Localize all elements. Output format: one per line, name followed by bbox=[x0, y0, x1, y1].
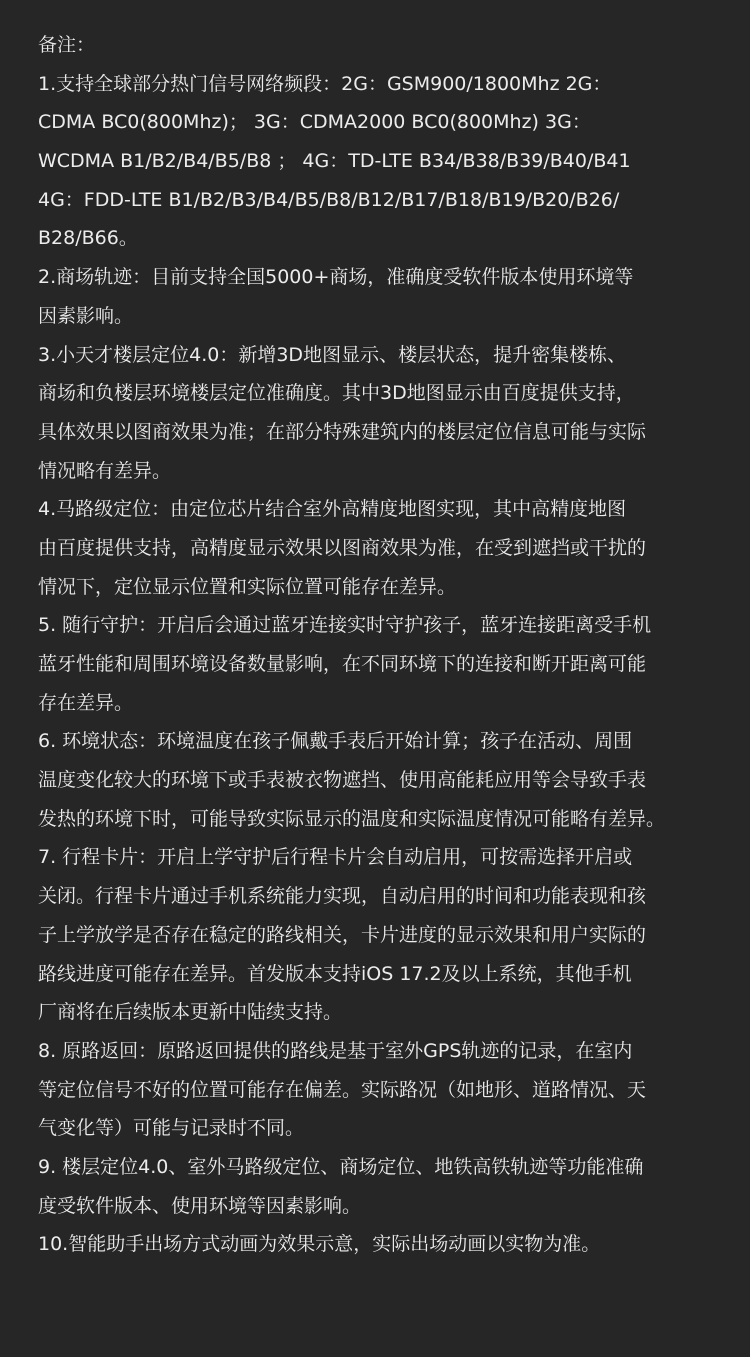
note-line: 4.马路级定位：由定位芯片结合室外高精度地图实现，其中高精度地图 bbox=[38, 498, 627, 521]
note-line: 存在差异。 bbox=[38, 691, 134, 714]
note-line bbox=[38, 1303, 750, 1342]
note-line: B28/B66。 bbox=[38, 227, 138, 250]
note-line: 关闭。行程卡片通过手机系统能力实现，自动启用的时间和功能表现和孩 bbox=[38, 885, 647, 908]
notes-heading: 备注： bbox=[38, 34, 96, 56]
note-line: 2.商场轨迹：目前支持全国5000+商场，准确度受软件版本使用环境等 bbox=[38, 266, 634, 289]
note-line: 因素影响。 bbox=[38, 304, 134, 327]
note-line: 厂商将在后续版本更新中陆续支持。 bbox=[38, 1001, 343, 1024]
note-line: 度受软件版本、使用环境等因素影响。 bbox=[38, 1194, 362, 1217]
note-line: 发热的环境下时，可能导致实际显示的温度和实际温度情况可能略有差异。 bbox=[38, 807, 666, 830]
note-line: 情况略有差异。 bbox=[38, 459, 172, 482]
note-line: 等定位信号不好的位置可能存在偏差。实际路况（如地形、道路情况、天 bbox=[38, 1078, 647, 1101]
note-line: 由百度提供支持，高精度显示效果以图商效果为准，在受到遮挡或干扰的 bbox=[38, 536, 647, 559]
notes-section bbox=[38, 26, 750, 1341]
note-line: 5. 随行守护：开启后会通过蓝牙连接实时守护孩子，蓝牙连接距离受手机 bbox=[38, 614, 652, 637]
note-line: 路线进度可能存在差异。首发版本支持iOS 17.2及以上系统，其他手机 bbox=[38, 962, 632, 985]
note-line: 10.智能助手出场方式动画为效果示意，实际出场动画以实物为准。 bbox=[38, 1233, 601, 1256]
note-line: 蓝牙性能和周围环境设备数量影响，在不同环境下的连接和断开距离可能 bbox=[38, 653, 647, 675]
note-line: 7. 行程卡片：开启上学守护后行程卡片会自动启用，可按需选择开启或 bbox=[38, 846, 633, 869]
note-line: 温度变化较大的环境下或手表被衣物遮挡、使用高能耗应用等会导致手表 bbox=[38, 769, 647, 792]
note-line: 子上学放学是否存在稳定的路线相关，卡片进度的显示效果和用户实际的 bbox=[38, 923, 647, 946]
note-line: 具体效果以图商效果为准；在部分特殊建筑内的楼层定位信息可能与实际 bbox=[38, 420, 647, 443]
note-line: WCDMA B1/B2/B4/B5/B8 ； 4G：TD-LTE B34/B38/B39/B40/B41 bbox=[38, 150, 631, 173]
note-line: 商场和负楼层环境楼层定位准确度。其中3D地图显示由百度提供支持， bbox=[38, 382, 635, 405]
note-line: 9. 楼层定位4.0、室外马路级定位、商场定位、地铁高铁轨迹等功能准确 bbox=[38, 1155, 644, 1178]
note-line: 8. 原路返回：原路返回提供的路线是基于室外GPS轨迹的记录，在室内 bbox=[38, 1039, 633, 1062]
note-line: 气变化等）可能与记录时不同。 bbox=[38, 1117, 305, 1140]
note-line: 3.小天才楼层定位4.0：新增3D地图显示、楼层状态，提升密集楼栋、 bbox=[38, 343, 627, 366]
note-line: 6. 环境状态：环境温度在孩子佩戴手表后开始计算；孩子在活动、周围 bbox=[38, 730, 633, 753]
note-line: CDMA BC0(800Mhz)； 3G：CDMA2000 BC0(800Mhz) 3G： bbox=[38, 111, 591, 134]
note-line: 1.支持全球部分热门信号网络频段：2G：GSM900/1800Mhz 2G： bbox=[38, 72, 612, 95]
note-line bbox=[38, 1264, 750, 1303]
note-line: 4G：FDD-LTE B1/B2/B3/B4/B5/B8/B12/B17/B18/B19/B20/B26/ bbox=[38, 188, 620, 211]
note-line: 情况下，定位显示位置和实际位置可能存在差异。 bbox=[38, 575, 457, 598]
